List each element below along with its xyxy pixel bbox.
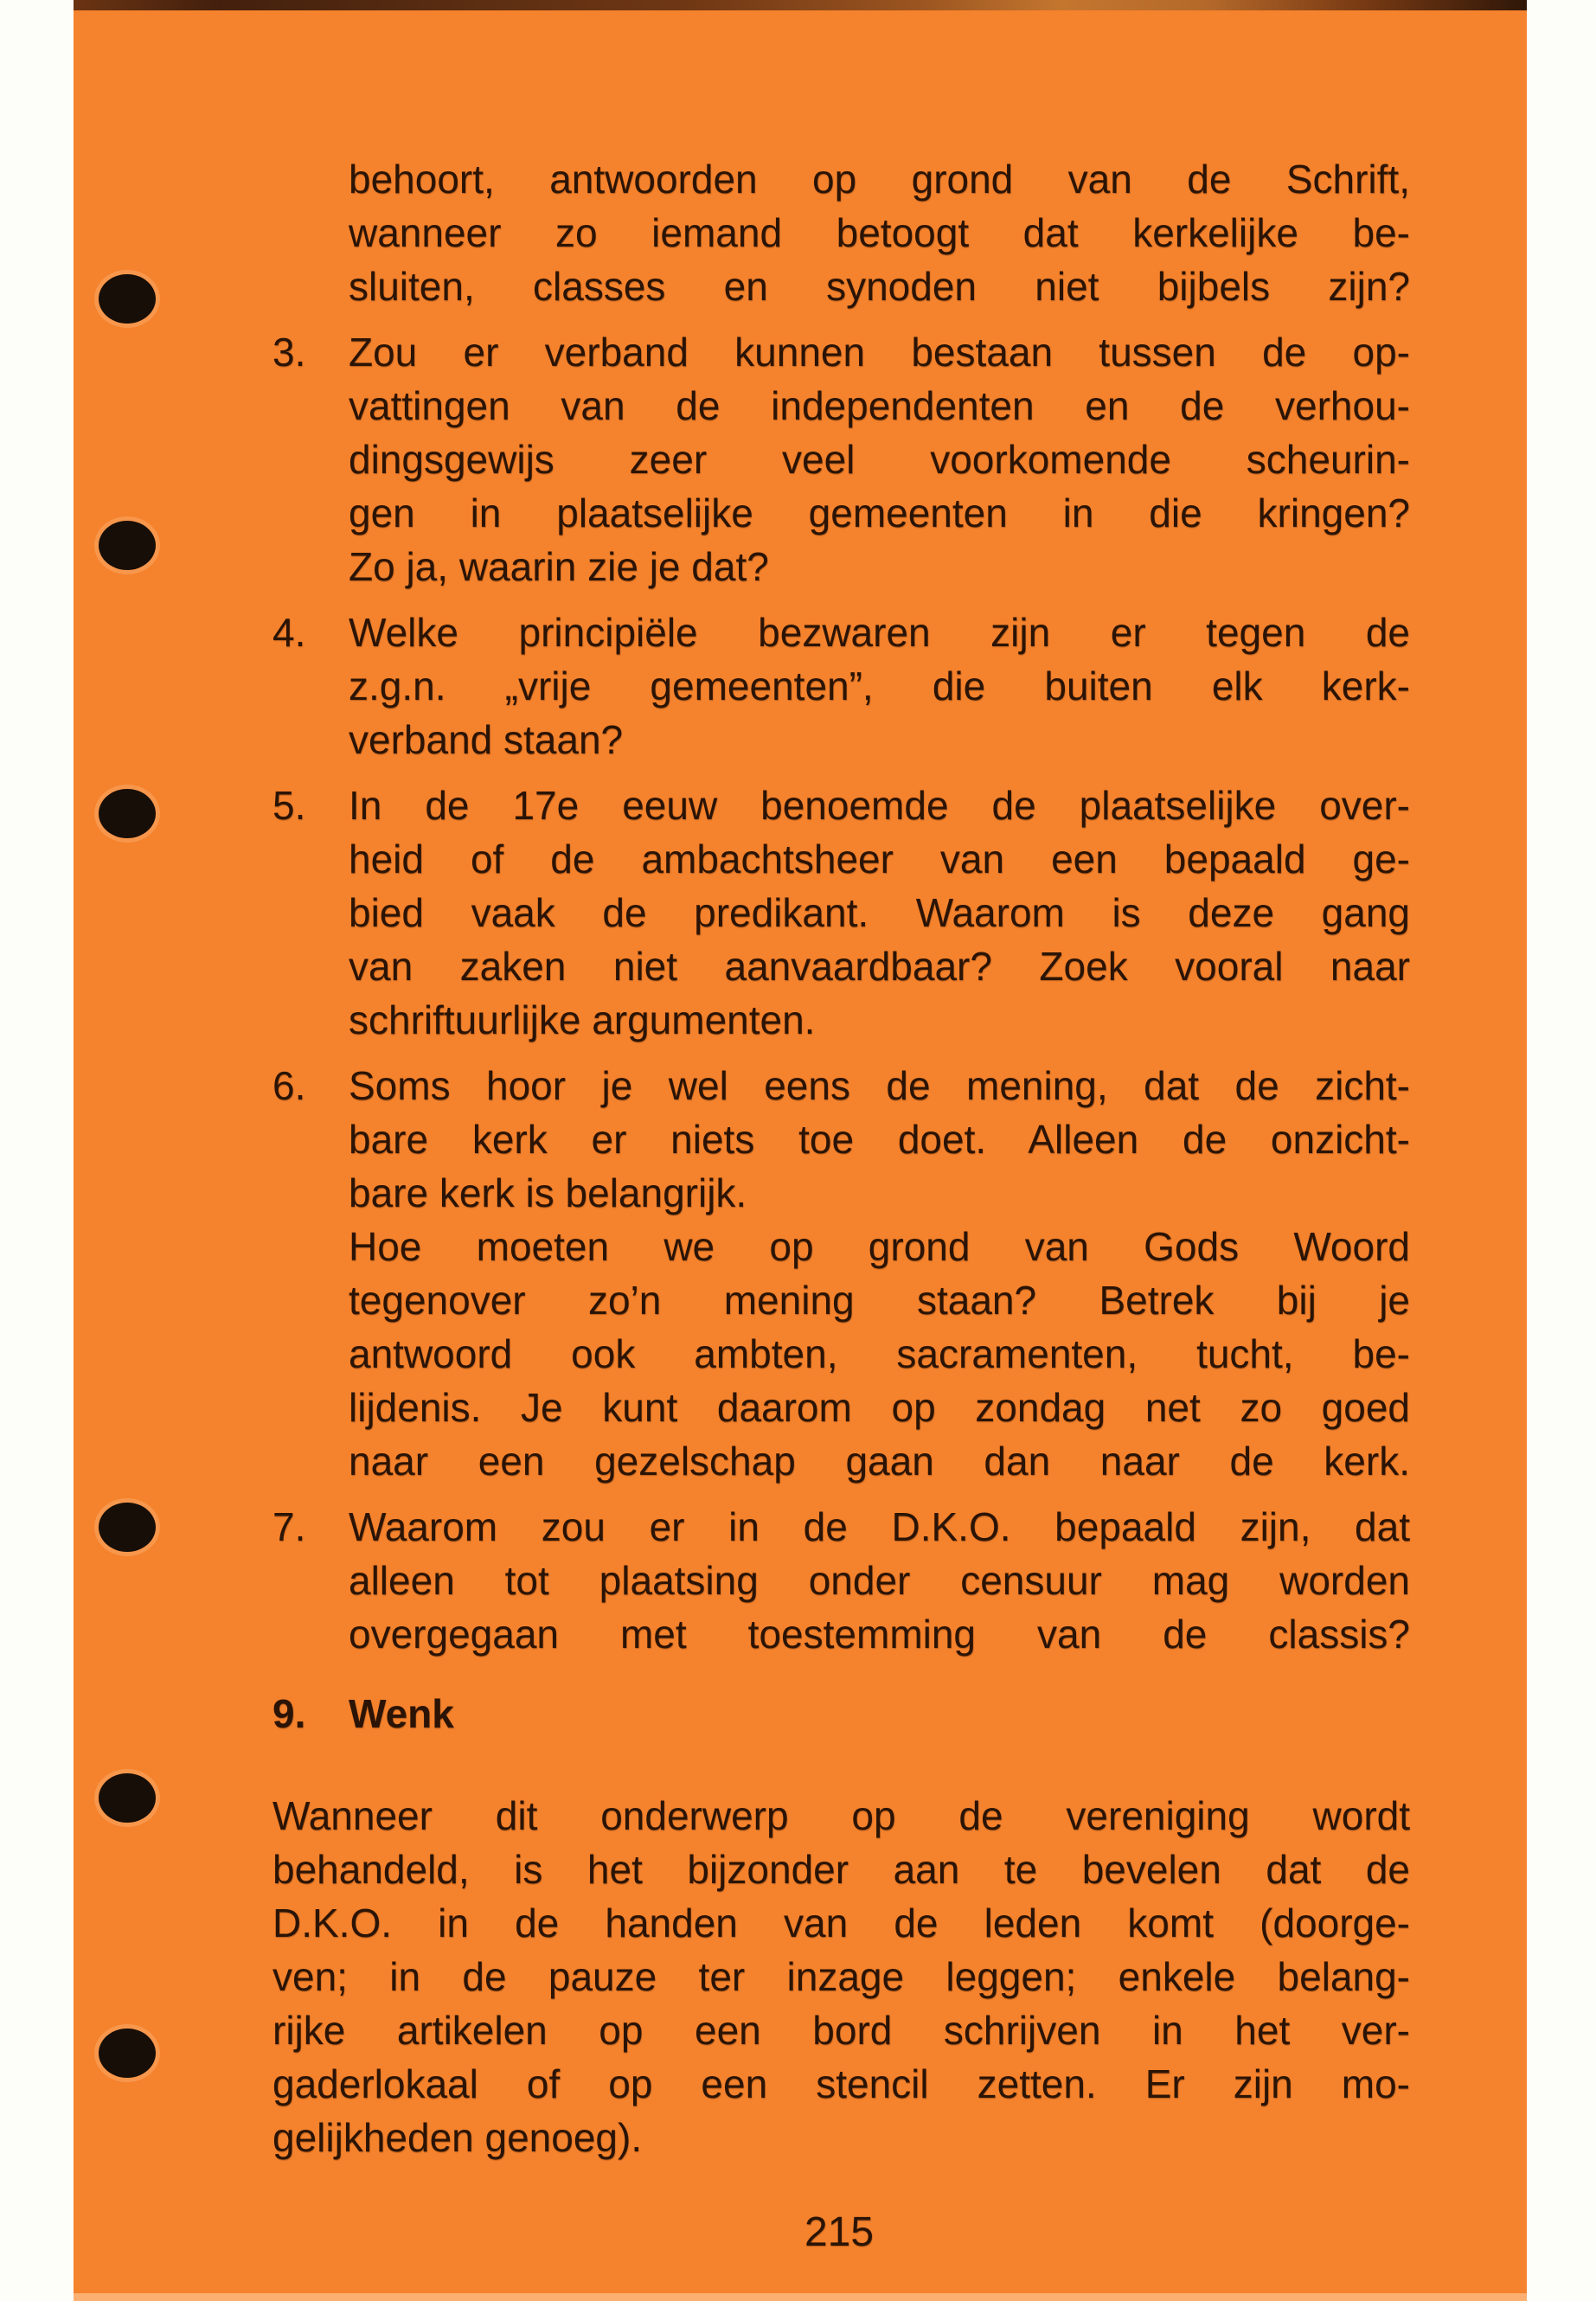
section-heading (272, 1687, 1410, 1740)
punch-hole (99, 789, 156, 838)
page-bottom-scan-edge (74, 2293, 1527, 2301)
punch-hole (99, 521, 156, 570)
list-item (272, 325, 1410, 593)
text-line: bied vaak de predikant. Waarom is deze gang (349, 890, 1410, 935)
item-text (349, 779, 1410, 1047)
text-line: sluiten, classes en synoden niet bijbels zijn? (349, 264, 1410, 309)
text-line: ven; in de pauze ter inzage leggen; enkele belang- (272, 1954, 1410, 1999)
text-line: z.g.n. „vrije gemeenten”, die buiten elk kerk- (349, 663, 1410, 708)
text-line: Soms hoor je wel eens de mening, dat de zicht- (349, 1063, 1410, 1108)
page-number: 215 (804, 2209, 875, 2255)
list-item (272, 606, 1410, 766)
item-number: 5. (272, 783, 306, 828)
text-line: vattingen van de independenten en de verhou- (349, 383, 1410, 428)
text-line: tegenover zo’n mening staan? Betrek bij je (349, 1278, 1410, 1323)
text-line: verband staan? (349, 717, 624, 762)
text-line: Zou er verband kunnen bestaan tussen de op- (349, 330, 1410, 375)
item-text (349, 1059, 1410, 1488)
question-list (272, 152, 1410, 1661)
item-text (349, 325, 1410, 593)
wenk-paragraph (272, 1789, 1410, 2164)
text-line: schriftuurlijke argumenten. (349, 997, 816, 1042)
text-line: Waarom zou er in de D.K.O. bepaald zijn, dat (349, 1504, 1410, 1549)
text-line: behoort, antwoorden op grond van de Schrift, (349, 157, 1410, 202)
text-line: van zaken niet aanvaardbaar? Zoek vooral naar (349, 944, 1410, 989)
item-text (349, 152, 1410, 313)
text-line: In de 17e eeuw benoemde de plaatselijke over- (349, 783, 1410, 828)
list-item (272, 1059, 1410, 1488)
text-line: Zo ja, waarin zie je dat? (349, 544, 769, 589)
punch-hole (99, 274, 156, 324)
list-item (272, 1500, 1410, 1661)
item-number: 7. (272, 1504, 306, 1549)
text-line: dingsgewijs zeer veel voorkomende scheurin- (349, 437, 1410, 482)
text-line: Wanneer dit onderwerp op de vereniging wordt (272, 1793, 1410, 1838)
text-content (272, 152, 1410, 2164)
item-text (349, 1500, 1410, 1661)
text-line: Welke principiële bezwaren zijn er tegen de (349, 610, 1410, 655)
item-number: 3. (272, 330, 306, 375)
item-number: 6. (272, 1063, 306, 1108)
punch-hole (99, 1773, 156, 1823)
text-line: heid of de ambachtsheer van een bepaald ge- (349, 836, 1410, 881)
text-line: wanneer zo iemand betoogt dat kerkelijke be- (349, 210, 1410, 255)
text-line: lijdenis. Je kunt daarom op zondag net zo goed (349, 1385, 1410, 1430)
list-item (272, 779, 1410, 1047)
item-text (349, 606, 1410, 766)
text-line: rijke artikelen op een bord schrijven in het ver- (272, 2008, 1410, 2053)
section-number: 9. (272, 1691, 306, 1736)
text-line: overgegaan met toestemming van de classis? (349, 1612, 1410, 1657)
booklet-page (74, 0, 1527, 2301)
section-heading-label: Wenk (349, 1691, 454, 1736)
text-line: D.K.O. in de handen van de leden komt (doorge- (272, 1900, 1410, 1945)
list-item (272, 152, 1410, 313)
text-line: bare kerk is belangrijk. (349, 1170, 747, 1215)
punch-hole (99, 1503, 156, 1552)
text-line: gaderlokaal of op een stencil zetten. Er zijn mo- (272, 2061, 1410, 2106)
text-line: Hoe moeten we op grond van Gods Woord (349, 1224, 1410, 1269)
item-number: 4. (272, 610, 306, 655)
text-line: gelijkheden genoeg). (272, 2115, 643, 2160)
item-number (272, 152, 349, 313)
text-line: naar een gezelschap gaan dan naar de kerk. (349, 1439, 1410, 1484)
text-line: gen in plaatselijke gemeenten in die kringen? (349, 490, 1410, 535)
text-line: bare kerk er niets toe doet. Alleen de onzicht- (349, 1117, 1410, 1162)
text-line: behandeld, is het bijzonder aan te bevelen dat de (272, 1847, 1410, 1892)
punch-hole (99, 2029, 156, 2078)
text-line: alleen tot plaatsing onder censuur mag worden (349, 1558, 1410, 1603)
text-line: antwoord ook ambten, sacramenten, tucht, be- (349, 1331, 1410, 1376)
page-top-scan-edge (74, 0, 1527, 10)
